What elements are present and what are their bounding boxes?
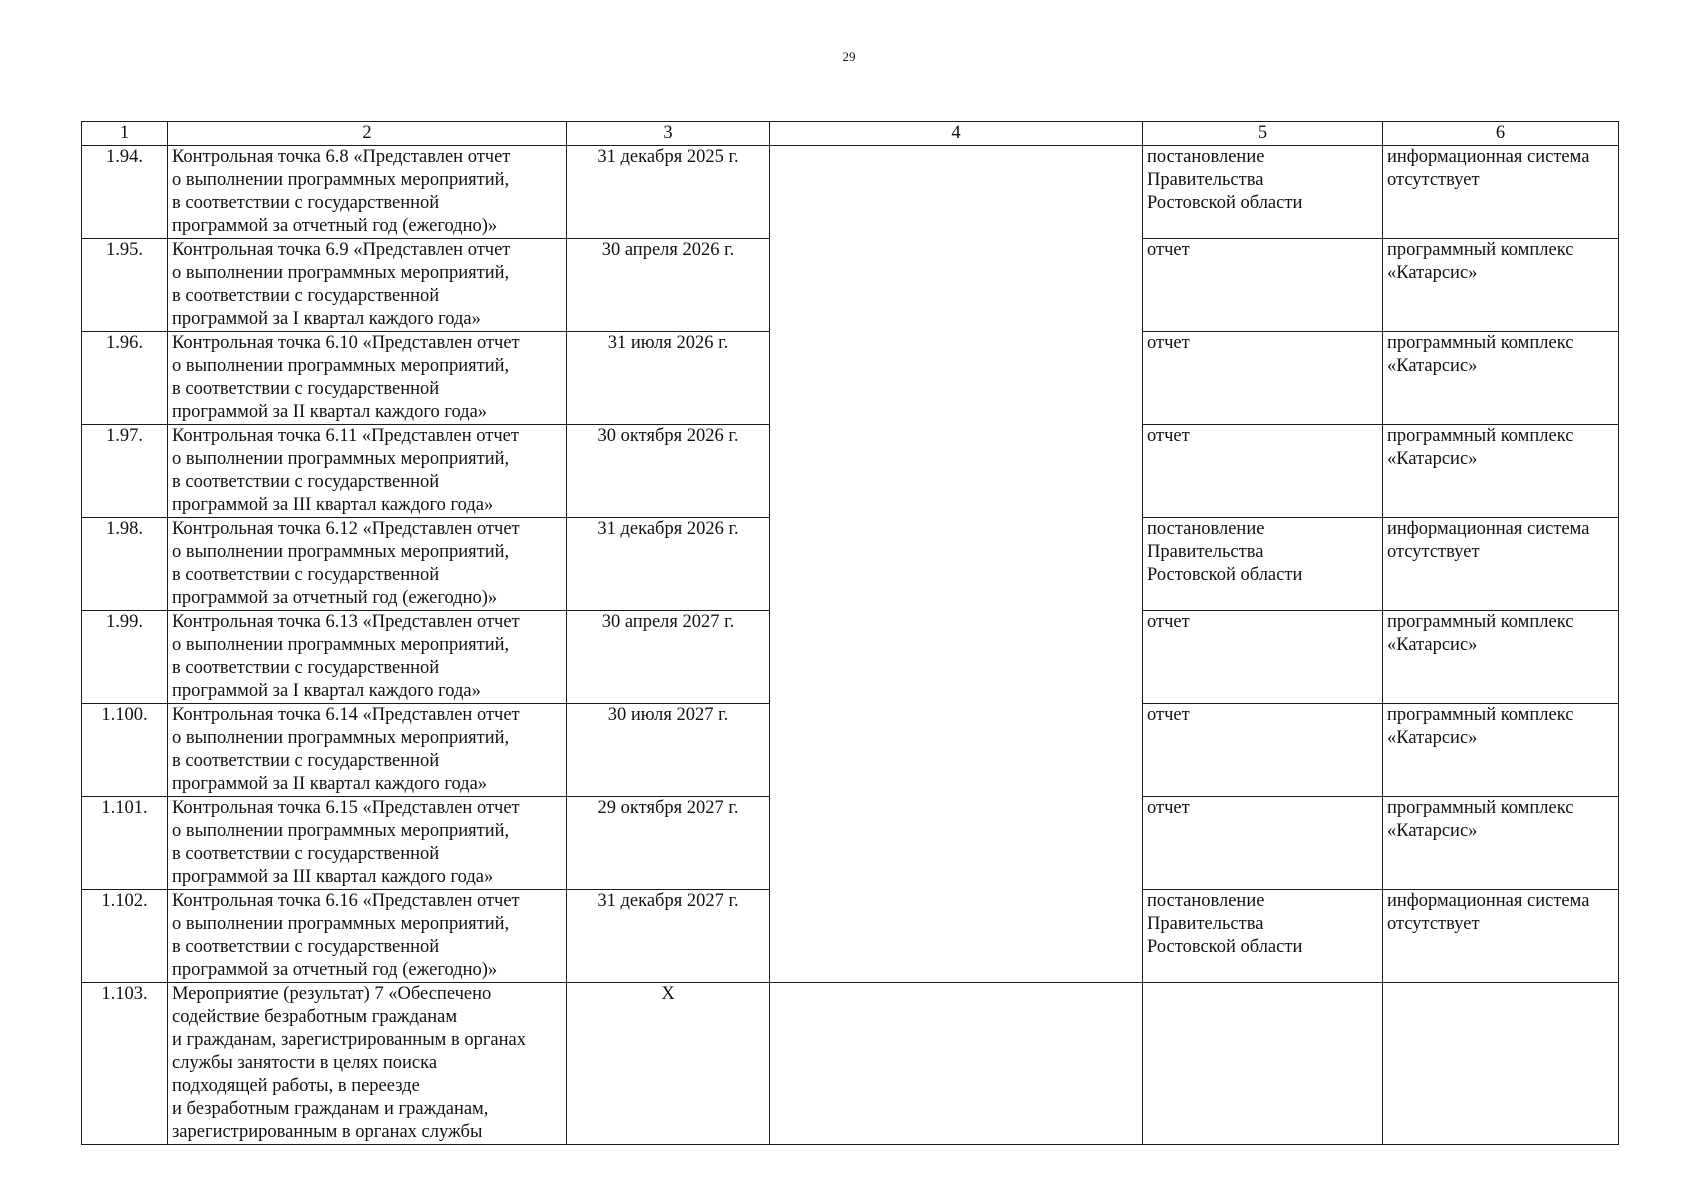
row-information-system: программный комплекс «Катарсис» [1383,797,1619,890]
row-information-system: программный комплекс «Катарсис» [1383,332,1619,425]
row-deadline: 29 октября 2027 г. [567,797,770,890]
row-document-type: постановление Правительства Ростовской области [1143,518,1383,611]
row-deadline: 31 июля 2026 г. [567,332,770,425]
page-number: 29 [842,49,856,64]
column-header-1: 1 [82,122,168,146]
document-table [81,121,1619,1145]
row-number: 1.95. [82,239,168,332]
row-number: 1.100. [82,704,168,797]
row-number: 1.102. [82,890,168,983]
row-document-type: отчет [1143,332,1383,425]
row-document-type: отчет [1143,239,1383,332]
row-information-system: программный комплекс «Катарсис» [1383,239,1619,332]
row-document-type: отчет [1143,611,1383,704]
row-number: 1.98. [82,518,168,611]
row-title: Контрольная точка 6.16 «Представлен отчет о выполнении программных мероприятий, в соответствии с государственной программой за отчетный год (ежегодно)» [168,890,567,983]
row-title: Контрольная точка 6.9 «Представлен отчет о выполнении программных мероприятий, в соответствии с государственной программой за I квартал каждого года» [168,239,567,332]
row-information-system: информационная система отсутствует [1383,890,1619,983]
row-title: Контрольная точка 6.8 «Представлен отчет о выполнении программных мероприятий, в соответствии с государственной программой за отчетный год (ежегодно)» [168,146,567,239]
row-information-system: программный комплекс «Катарсис» [1383,704,1619,797]
row-information-system: информационная система отсутствует [1383,146,1619,239]
row-document-type: постановление Правительства Ростовской области [1143,890,1383,983]
row-deadline: 31 декабря 2026 г. [567,518,770,611]
column-header-2: 2 [168,122,567,146]
row-document-type: постановление Правительства Ростовской области [1143,146,1383,239]
row-information-system [1383,983,1619,1145]
row-number: 1.99. [82,611,168,704]
row-deadline: 30 апреля 2027 г. [567,611,770,704]
row-number: 1.94. [82,146,168,239]
row-title: Контрольная точка 6.12 «Представлен отчет о выполнении программных мероприятий, в соответствии с государственной программой за отчетный год (ежегодно)» [168,518,567,611]
row-deadline: 30 июля 2027 г. [567,704,770,797]
row-deadline: 30 апреля 2026 г. [567,239,770,332]
row-deadline: Х [567,983,770,1145]
row-deadline: 30 октября 2026 г. [567,425,770,518]
row-deadline: 31 декабря 2027 г. [567,890,770,983]
column-header-3: 3 [567,122,770,146]
row-title: Контрольная точка 6.13 «Представлен отчет о выполнении программных мероприятий, в соответствии с государственной программой за I квартал каждого года» [168,611,567,704]
row-title: Контрольная точка 6.15 «Представлен отчет о выполнении программных мероприятий, в соответствии с государственной программой за III квартал каждого года» [168,797,567,890]
row-document-type: отчет [1143,797,1383,890]
row-information-system: информационная система отсутствует [1383,518,1619,611]
row-number: 1.101. [82,797,168,890]
column-header-4: 4 [770,122,1143,146]
column-4-cell [770,983,1143,1145]
row-number: 1.96. [82,332,168,425]
column-header-5: 5 [1143,122,1383,146]
row-information-system: программный комплекс «Катарсис» [1383,611,1619,704]
row-information-system: программный комплекс «Катарсис» [1383,425,1619,518]
row-number: 1.97. [82,425,168,518]
column-header-6: 6 [1383,122,1619,146]
column-4-cell-merged [770,146,1143,983]
row-number: 1.103. [82,983,168,1145]
row-document-type: отчет [1143,704,1383,797]
table-header-row [82,122,1619,146]
row-document-type: отчет [1143,425,1383,518]
row-title: Контрольная точка 6.14 «Представлен отчет о выполнении программных мероприятий, в соответствии с государственной программой за II квартал каждого года» [168,704,567,797]
table-row [82,983,1619,1145]
row-title: Контрольная точка 6.11 «Представлен отчет о выполнении программных мероприятий, в соответствии с государственной программой за III квартал каждого года» [168,425,567,518]
row-deadline: 31 декабря 2025 г. [567,146,770,239]
row-document-type [1143,983,1383,1145]
table-row [82,146,1619,239]
row-title: Контрольная точка 6.10 «Представлен отчет о выполнении программных мероприятий, в соответствии с государственной программой за II квартал каждого года» [168,332,567,425]
row-title: Мероприятие (результат) 7 «Обеспечено содействие безработным гражданам и гражданам, зарегистрированным в органах службы занятости в целях поиска подходящей работы, в переезде и безработным гражданам и гражданам, зарегистрированным в органах службы [168,983,567,1145]
